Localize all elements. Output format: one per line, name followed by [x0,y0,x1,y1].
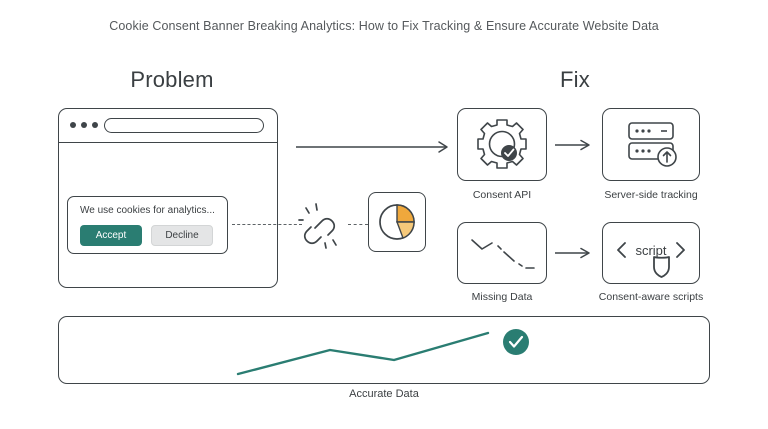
missing-data-card[interactable] [457,222,547,284]
server-side-tracking-label: Server-side tracking [604,189,698,201]
decline-button[interactable]: Decline [151,225,213,246]
accept-button[interactable]: Accept [80,225,142,246]
window-dot-icon [92,122,98,128]
arrow-missing-to-scripts [555,246,597,260]
declining-chart-icon [458,223,546,283]
arrow-consent-to-server [555,138,597,152]
consent-api-card[interactable] [457,108,547,181]
dashed-connector-right [348,224,368,225]
window-dot-icon [70,122,76,128]
gear-check-icon [458,109,546,180]
pie-chart-icon [369,193,425,251]
server-side-tracking-card[interactable] [602,108,700,181]
accurate-data-trend [58,316,710,384]
consent-aware-scripts-label: Consent-aware scripts [598,291,704,303]
consent-aware-scripts-card[interactable] [602,222,700,284]
consent-api-label: Consent API [472,189,532,201]
dashed-connector-left [232,224,302,225]
consent-message: We use cookies for analytics... [80,205,215,216]
broken-link-icon [302,198,348,248]
browser-titlebar [59,109,277,143]
browser-url-bar[interactable] [104,118,264,133]
fix-heading: Fix [560,67,590,92]
window-dot-icon [81,122,87,128]
accurate-data-label: Accurate Data [349,388,419,400]
cookie-consent-banner [67,196,228,254]
window-dots [70,122,98,128]
script-text: script [635,243,667,258]
pie-chart-card [368,192,426,252]
check-circle-icon [503,329,529,355]
server-upload-icon [603,109,699,180]
missing-data-label: Missing Data [471,291,533,303]
main-flow-arrow [296,138,456,156]
script-shield-icon [603,223,699,283]
problem-heading: Problem [130,67,214,92]
page-title: Cookie Consent Banner Breaking Analytics: How to Fix Tracking & Ensure Accurate Website Data [109,19,659,33]
